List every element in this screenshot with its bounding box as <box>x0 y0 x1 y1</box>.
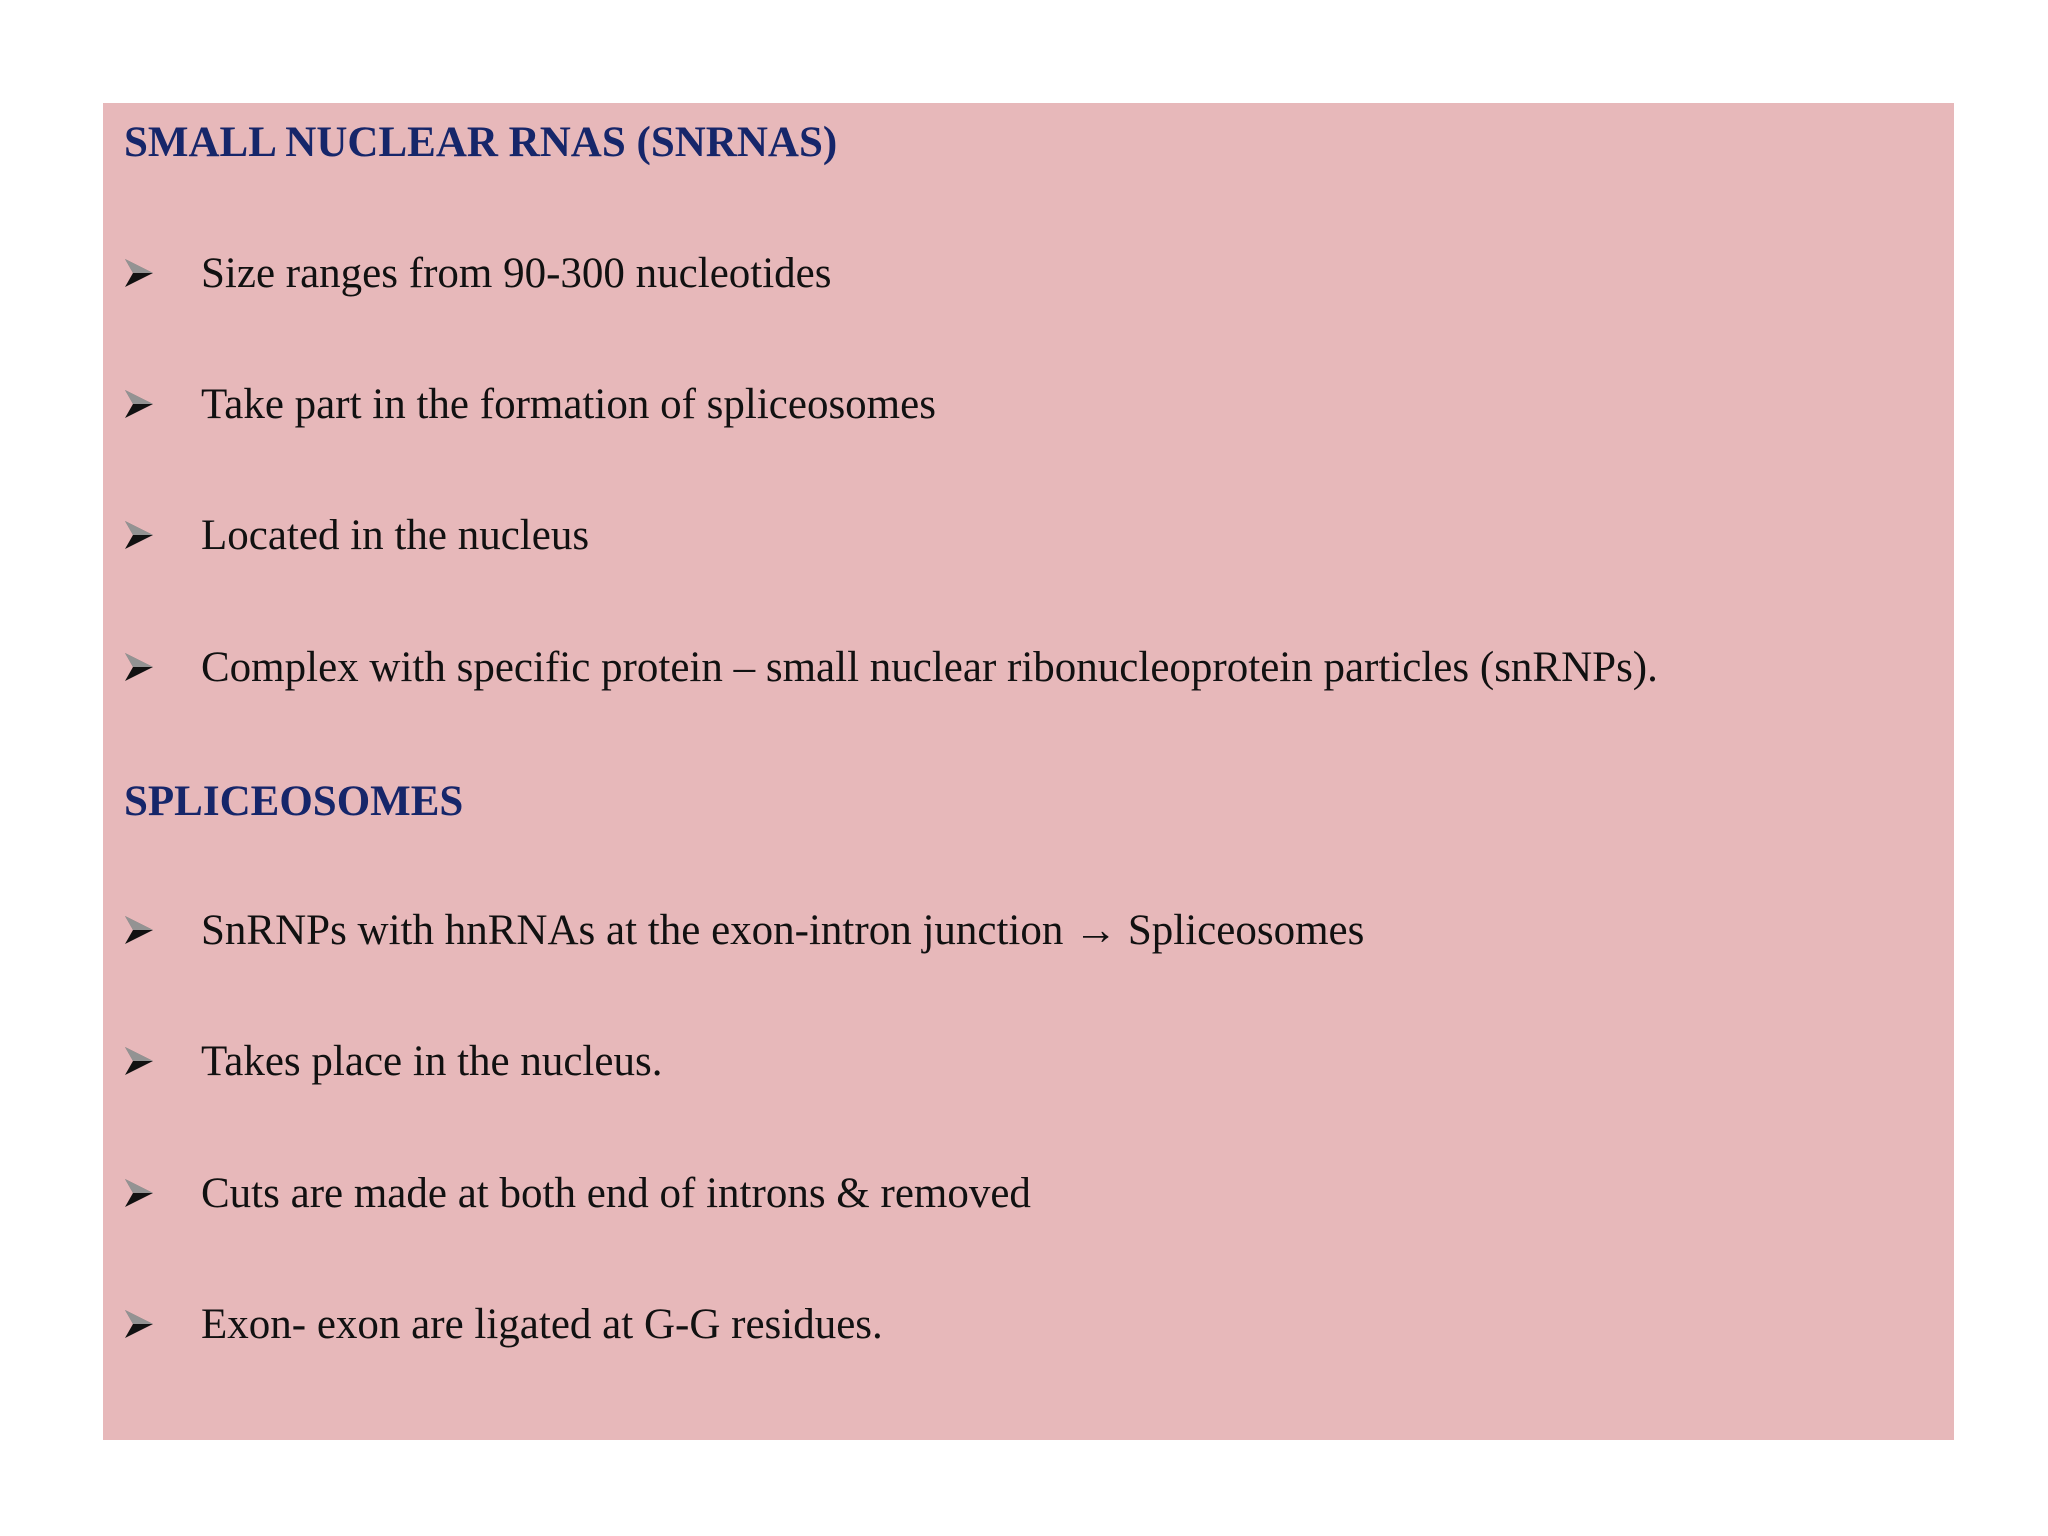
bullet-item <box>124 380 936 428</box>
bullet-item <box>124 1037 662 1085</box>
bullet-text: Complex with specific protein – small nuclear ribonucleoprotein particles (snRNPs). <box>201 643 1658 691</box>
arrowhead-bullet-icon <box>124 652 201 682</box>
bullet-text: Take part in the formation of spliceosomes <box>201 380 936 428</box>
content-box <box>103 103 1954 1440</box>
section-heading-spliceosomes: SPLICEOSOMES <box>124 778 464 825</box>
bullet-item <box>124 1300 883 1348</box>
bullet-item <box>124 249 832 297</box>
bullet-text: Size ranges from 90-300 nucleotides <box>201 249 832 297</box>
bullet-item <box>124 1169 1031 1217</box>
arrowhead-bullet-icon <box>124 258 201 288</box>
arrowhead-bullet-icon <box>124 915 201 945</box>
bullet-text: Cuts are made at both end of introns & removed <box>201 1169 1031 1217</box>
arrowhead-bullet-icon <box>124 1309 201 1339</box>
section-heading-snrnas: SMALL NUCLEAR RNAS (SNRNAS) <box>124 119 838 166</box>
bullet-item <box>124 511 589 559</box>
arrowhead-bullet-icon <box>124 520 201 550</box>
bullet-text: Located in the nucleus <box>201 511 590 559</box>
bullet-item <box>124 643 1658 691</box>
bullet-text: Takes place in the nucleus. <box>201 1037 663 1085</box>
arrowhead-bullet-icon <box>124 389 201 419</box>
arrowhead-bullet-icon <box>124 1046 201 1076</box>
bullet-text: Exon- exon are ligated at G-G residues. <box>201 1300 883 1348</box>
bullet-text: SnRNPs with hnRNAs at the exon-intron junction → Spliceosomes <box>201 906 1365 954</box>
bullet-item <box>124 906 1364 954</box>
arrowhead-bullet-icon <box>124 1178 201 1208</box>
